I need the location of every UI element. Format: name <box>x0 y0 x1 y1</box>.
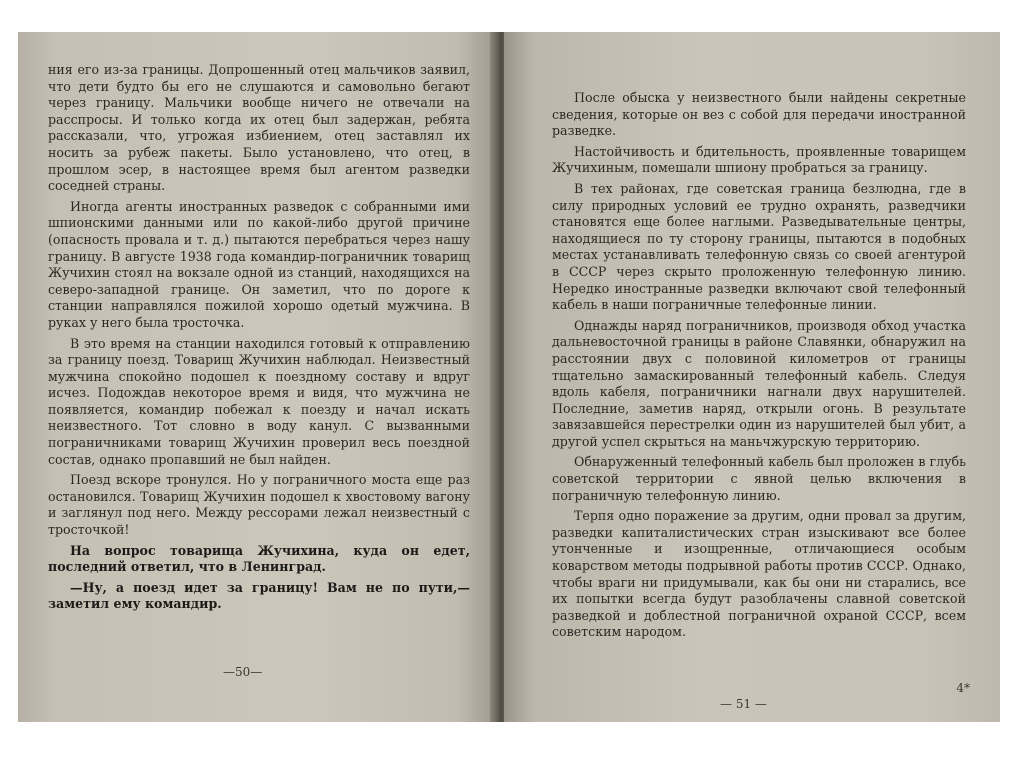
left-paragraph-3: В это время на станции находился готовый к отправлению за границу поезд. Товарищ Жучихин наблюдал. Неизвестный мужчина спокойно подошел к поездному составу и вдруг исчез. Подождав некоторое время и видя, что мужчина не появляется, командир побежал к поезду и начал искать неизвестного. Тот словно в воду канул. С вызванными пограничниками товарищ Жучихин проверил весь поездной состав, однако пропавший не был найден. <box>48 335 470 467</box>
left-paragraph-6: —Ну, а поезд идет за границу! Вам не по пути,— заметил ему командир. <box>48 579 470 612</box>
left-page <box>18 32 496 722</box>
right-paragraph-1: После обыска у неизвестного были найдены секретные сведения, которые он вез с собой для передачи иностранной разведке. <box>552 90 966 139</box>
signature-mark: 4* <box>956 681 970 695</box>
left-paragraph-2: Иногда агенты иностранных разведок с собранными ими шпионскими данными или по какой-либо другой причине (опасность провала и т. д.) пытаются перебраться через нашу границу. В августе 1938 года командир-пограничник товарищ Жучихин стоял на вокзале одной из станций, находящихся на северо-западной границе. Он заметил, что по дороге к станции направлялся пожилой хорошо одетый мужчина. В руках у него была тросточка. <box>48 198 470 330</box>
right-page <box>504 32 1000 722</box>
right-paragraph-4: Однажды наряд пограничников, производя обход участка дальневосточной границы в районе Славянки, обнаружил на расстоянии двух с половиной километров от границы тщательно замаскированный телефонный кабель. Следуя вдоль кабеля, пограничники нагнали двух нарушителей. Последние, заметив наряд, открыли огонь. В результате завязавшейся перестрелки один из нарушителей был убит, а другой успел скрыться на маньчжурскую территорию. <box>552 317 966 449</box>
right-paragraph-2: Настойчивость и бдительность, проявленные товарищем Жучихиным, помешали шпиону пробраться за границу. <box>552 143 966 176</box>
left-paragraph-1: ния его из-за границы. Допрошенный отец мальчиков заявил, что дети будто бы его не слушаются и самовольно бегают через границу. Мальчики вообще ничего не отвечали на расспросы. И только когда их отец был задержан, ребята рассказали, что, угрожая избиением, отец заставлял их носить за рубеж пакеты. Было установлено, что отец, в прошлом эсер, в настоящее время был агентом разведки соседней страны. <box>48 62 470 194</box>
left-paragraph-4: Поезд вскоре тронулся. Но у пограничного моста еще раз остановился. Товарищ Жучихин подошел к хвостовому вагону и заглянул под него. Между рессорами лежал неизвестный с тросточкой! <box>48 472 470 538</box>
book-photo <box>18 32 1000 722</box>
right-paragraph-3: В тех районах, где советская граница безлюдна, где в силу природных условий ее трудно охранять, разведчики становятся еще более наглыми. Разведывательные центры, находящиеся по ту сторону границы, пытаются в подобных местах устанавливать телефонную связь со своей агентурой в СССР через скрыто проложенную телефонную линию. Нередко иностранные разведки включают свой телефонный кабель в наши пограничные телефонные линии. <box>552 180 966 313</box>
right-paragraph-5: Обнаруженный телефонный кабель был проложен в глубь советской территории с явной целью включения в пограничную телефонную линию. <box>552 454 966 503</box>
left-page-number: —50— <box>223 665 263 679</box>
right-page-number: — 51 — <box>720 697 767 711</box>
right-paragraph-6: Терпя одно поражение за другим, одни провал за другим, разведки капиталистических стран изыскивают все более утонченные и изощренные, отличающиеся особым коварством методы подрывной работы против СССР. Однако, чтобы враги ни придумывали, как бы они ни старались, все их попытки всегда будут разоблачены славной советской разведкой и доблестной пограничной охраной СССР, всем советским народом. <box>552 508 966 640</box>
left-paragraph-5: На вопрос товарища Жучихина, куда он едет, последний ответил, что в Ленинград. <box>48 542 470 575</box>
